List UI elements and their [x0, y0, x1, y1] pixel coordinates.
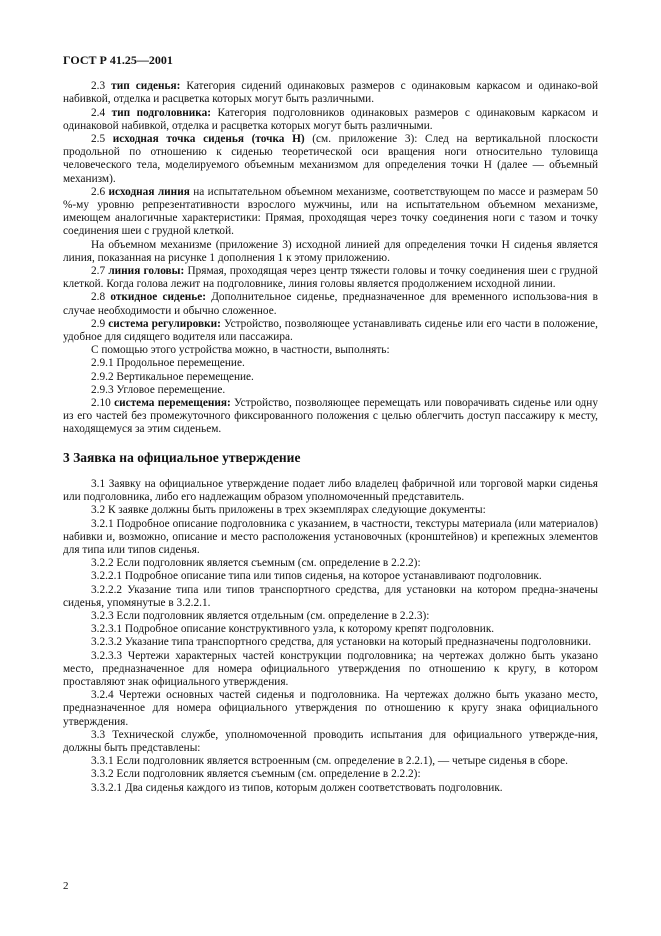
paragraph — [63, 384, 598, 397]
paragraph — [63, 610, 598, 623]
clause-number: 3.2.3 — [91, 609, 114, 622]
clause-number: 3.2.3.3 — [91, 649, 123, 662]
clause-number: 2.9 — [91, 317, 106, 330]
clause-number: 3.2 — [91, 504, 106, 517]
document-header: ГОСТ Р 41.25—2001 — [63, 53, 173, 67]
paragraph-text: Подробное описание типа или типов сиденья, на которое устанавливают подголовник. — [124, 570, 542, 583]
paragraph — [63, 570, 598, 583]
clause-number: 2.8 — [91, 291, 106, 304]
paragraph — [63, 584, 598, 610]
clause-number: 3.2.4 — [91, 689, 114, 702]
paragraph-text: К заявке должны быть приложены в трех экземплярах следующие документы: — [107, 504, 486, 517]
defined-term: откидное сиденье: — [110, 291, 206, 304]
defined-term: тип сиденья: — [111, 80, 181, 93]
paragraph-text: Вертикальное перемещение. — [116, 370, 254, 383]
paragraph — [63, 357, 598, 370]
definitions-block — [63, 80, 598, 436]
defined-term: исходная линия — [108, 185, 190, 198]
paragraph — [63, 478, 598, 504]
application-block — [63, 478, 598, 795]
paragraph-text: Категория подголовников одинаковых размеров с одинаковым каркасом и одинаковой набивкой, отделка и расцветка которых могут быть различными. — [63, 106, 599, 132]
clause-number: 3.3.2.1 — [91, 781, 123, 794]
paragraph — [63, 636, 598, 649]
clause-number: 3.2.3.1 — [91, 623, 123, 636]
clause-number: 3.3 — [91, 728, 106, 741]
paragraph-text: Чертежи характерных частей конструкции подголовника; на чертежах должно быть указано место, предназначенное для номера официального утверждения по отношению к кругу, в котором проставляют знак официального утверждения. — [63, 649, 599, 688]
paragraph-text: Если подголовник является съемным (см. определение в 2.2.2): — [116, 557, 421, 570]
clause-number: 2.4 — [91, 106, 106, 119]
paragraph — [63, 318, 598, 344]
paragraph — [63, 623, 598, 636]
paragraph — [63, 265, 598, 291]
paragraph-text: Если подголовник является съемным (см. определение в 2.2.2): — [116, 768, 421, 781]
paragraph-text: Категория сидений одинаковых размеров с одинаковым каркасом и одинако-вой набивкой, отделка и расцветка которых могут быть различными. — [63, 80, 598, 106]
clause-number: 3.2.2.1 — [91, 570, 123, 583]
paragraph — [63, 689, 598, 729]
paragraph-text: Устройство, позволяющее перемещать или поворачивать сиденье или одну из его частей без промежуточного фиксированного положения с целью облегчить доступ пассажиру к месту, находящемуся за этим сиденьем. — [63, 397, 598, 436]
paragraph-text: (см. приложение 3): След на вертикальной плоскости продольной по отношению к сиденью теоретической оси вращения ноги относительно туловища человеческого тела, моделируемого объемным механизмом для определения точки Н (далее — объемный механизм). — [63, 133, 598, 185]
paragraph-text: Угловое перемещение. — [116, 383, 226, 396]
paragraph — [63, 107, 598, 133]
paragraph — [63, 768, 598, 781]
paragraph-text: Заявку на официальное утверждение подает либо владелец фабричной или торговой марки сиденья или подголовника, либо его надлежащим образом уполномоченный представитель. — [63, 477, 598, 504]
paragraph — [63, 397, 598, 437]
clause-number: 2.6 — [91, 185, 106, 198]
paragraph — [63, 504, 598, 517]
clause-number: 2.9.2 — [91, 370, 114, 383]
clause-number: 2.9.3 — [91, 383, 114, 396]
clause-number: 3.2.3.2 — [91, 636, 123, 649]
defined-term: линия головы: — [108, 265, 185, 278]
clause-number: 3.2.2 — [91, 557, 114, 570]
paragraph-text: Продольное перемещение. — [116, 357, 245, 370]
paragraph-text: Технической службе, уполномоченной проводить испытания для официального утвержде-ния, должны быть представлены: — [63, 728, 598, 754]
paragraph-text: С помощью этого устройства можно, в частности, выполнять: — [91, 344, 390, 357]
defined-term: система регулировки: — [108, 317, 221, 330]
paragraph — [63, 557, 598, 570]
section-title: 3 Заявка на официальное утверждение — [63, 449, 301, 465]
clause-number: 2.9.1 — [91, 357, 114, 370]
paragraph — [63, 80, 598, 106]
paragraph-text: Указание типа транспортного средства, для установки на который предназначены подголовники. — [124, 636, 592, 649]
defined-term: система перемещения: — [114, 397, 231, 410]
paragraph — [63, 518, 598, 558]
paragraph-text: Подробное описание подголовника с указанием, в частности, текстуры материала (или материалов) набивки и, возможно, описание и место расположения установочных (кронштейнов) и крепежных элементов для типа или типов сиденья. — [63, 517, 598, 556]
paragraph-text: на испытательном объемном механизме, соответствующем по массе и размерам 50 %-му уровню репрезентативности взрослого мужчины, или на испытательном объемном механизме, имеющем аналогичные характеристики: Прямая, проходящая через точку соединения ноги с тазом и точку соединения шеи с грудной клеткой. — [63, 185, 598, 238]
paragraph — [63, 782, 598, 795]
defined-term: тип подголовника: — [111, 106, 212, 119]
paragraph-text: Если подголовник является встроенным (см. определение в 2.2.1), — четыре сиденья в сборе. — [116, 755, 568, 768]
paragraph — [63, 291, 598, 317]
page-number: 2 — [63, 880, 69, 892]
clause-number: 3.2.2.2 — [91, 583, 123, 596]
clause-number: 3.3.1 — [91, 755, 114, 768]
paragraph — [63, 729, 598, 755]
paragraph — [63, 344, 598, 357]
paragraph-text: Устройство, позволяющее устанавливать сиденье или его части в положение, удобное для сидящего водителя или пассажира. — [63, 317, 598, 344]
paragraph — [63, 371, 598, 384]
paragraph-text: Дополнительное сиденье, предназначенное для временного использова-ния в случае необходимости и обычно сложенное. — [63, 291, 598, 317]
paragraph — [63, 133, 598, 186]
clause-number: 2.7 — [91, 265, 106, 278]
paragraph-text: Указание типа или типов транспортного средства, для установки на котором предна-значены сиденья, упомянутые в 3.2.2.1. — [63, 583, 598, 609]
clause-number: 2.10 — [91, 397, 111, 410]
clause-number: 3.3.2 — [91, 768, 114, 781]
paragraph — [63, 650, 598, 690]
paragraph-text: Если подголовник является отдельным (см. определение в 2.2.3): — [116, 609, 430, 622]
clause-number: 2.3 — [91, 80, 106, 93]
paragraph — [63, 755, 598, 768]
paragraph-text: Подробное описание конструктивного узла, к которому крепят подголовник. — [124, 623, 495, 636]
paragraph-text: На объемном механизме (приложение 3) исходной линией для определения точки Н сиденья является линия, показанная на рисунке 1 дополнения 1 к этому приложению. — [63, 238, 598, 264]
paragraph-text: Прямая, проходящая через центр тяжести головы и точку соединения шеи с грудной клеткой. Когда голова лежит на подголовнике, линия головы является продолжением исходной линии. — [63, 265, 598, 291]
paragraph — [63, 186, 598, 239]
paragraph-text: Чертежи основных частей сиденья и подголовника. На чертежах должно быть указано место, предназначенное для номера официального утверждения по отношению к кругу знака официального утверждения. — [63, 689, 598, 728]
clause-number: 2.5 — [91, 133, 106, 146]
clause-number: 3.2.1 — [91, 517, 114, 530]
clause-number: 3.1 — [91, 477, 106, 490]
defined-term: исходная точка сиденья (точка Н) — [112, 133, 305, 146]
paragraph-text: Два сиденья каждого из типов, которым должен соответствовать подголовник. — [124, 781, 503, 794]
paragraph — [63, 239, 598, 265]
